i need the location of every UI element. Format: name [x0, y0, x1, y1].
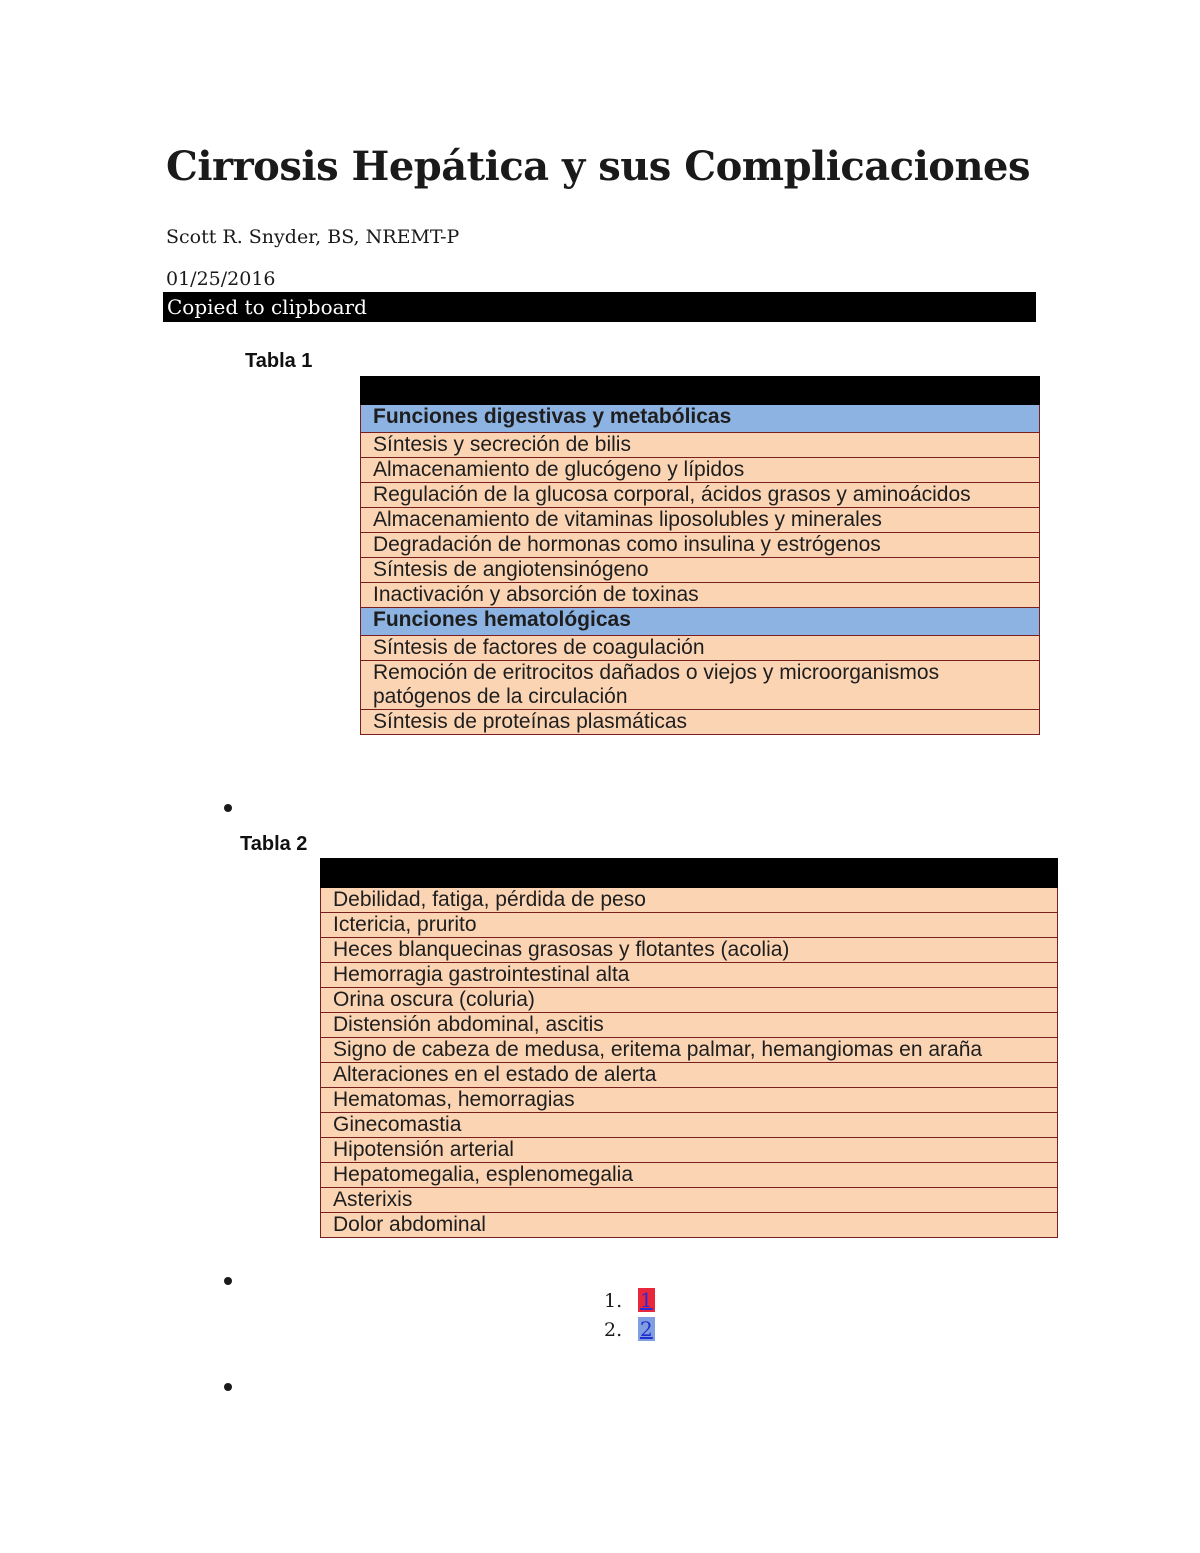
- table-row: [361, 558, 1040, 583]
- table-row: [361, 458, 1040, 483]
- table-row: [361, 636, 1040, 661]
- document-title: Cirrosis Hepática y sus Complicaciones: [166, 143, 1030, 190]
- table-section-row: [361, 608, 1040, 636]
- table-row: [321, 1113, 1058, 1138]
- table-section-row: [361, 405, 1040, 433]
- table-cell: Síntesis y secreción de bilis: [361, 433, 1040, 458]
- table-cell: Remoción de eritrocitos dañados o viejos y microorganismos patógenos de la circulación: [361, 661, 1040, 710]
- footnote-link-1[interactable]: 1: [640, 1288, 653, 1312]
- table-cell: Distensión abdominal, ascitis: [321, 1013, 1058, 1038]
- table-cell: Ginecomastia: [321, 1113, 1058, 1138]
- table-row: [361, 508, 1040, 533]
- section-heading: Funciones digestivas y metabólicas: [361, 405, 1040, 433]
- table-header-row: [321, 859, 1058, 888]
- table-row: [321, 1188, 1058, 1213]
- table-row: [321, 913, 1058, 938]
- author-line: Scott R. Snyder, BS, NREMT-P: [166, 226, 460, 248]
- table-row: [321, 1213, 1058, 1238]
- table-row: [321, 1013, 1058, 1038]
- symptoms-table: [320, 858, 1058, 1238]
- table-cell: Regulación de la glucosa corporal, ácidos grasos y aminoácidos: [361, 483, 1040, 508]
- table-row: [321, 963, 1058, 988]
- footnote-item: [604, 1317, 655, 1341]
- table-row: [361, 710, 1040, 735]
- table-cell: Síntesis de factores de coagulación: [361, 636, 1040, 661]
- table-row: [321, 888, 1058, 913]
- liver-functions-table: [360, 376, 1040, 735]
- table-cell: Inactivación y absorción de toxinas: [361, 583, 1040, 608]
- table-row: [321, 988, 1058, 1013]
- table-cell: Hemorragia gastrointestinal alta: [321, 963, 1058, 988]
- footnote-number: 1.: [604, 1290, 623, 1312]
- clipboard-notice: Copied to clipboard: [163, 292, 1036, 322]
- table-cell: Síntesis de angiotensinógeno: [361, 558, 1040, 583]
- footnote-link-2[interactable]: 2: [640, 1317, 653, 1341]
- footnote-number: 2.: [604, 1319, 623, 1341]
- table-row: [361, 433, 1040, 458]
- table-row: [361, 661, 1040, 710]
- section-heading: Funciones hematológicas: [361, 608, 1040, 636]
- table-row: [361, 583, 1040, 608]
- table-cell: Hematomas, hemorragias: [321, 1088, 1058, 1113]
- list-bullet: [224, 1277, 232, 1285]
- table2-caption: Tabla 2: [240, 833, 308, 855]
- table-row: [321, 1063, 1058, 1088]
- table-cell: Alteraciones en el estado de alerta: [321, 1063, 1058, 1088]
- table-header-row: [361, 377, 1040, 405]
- table-row: [321, 1088, 1058, 1113]
- table-row: [321, 938, 1058, 963]
- footnote-item: [604, 1288, 655, 1312]
- table-cell: Hepatomegalia, esplenomegalia: [321, 1163, 1058, 1188]
- table-cell: Orina oscura (coluria): [321, 988, 1058, 1013]
- table-row: [321, 1038, 1058, 1063]
- table-row: [361, 533, 1040, 558]
- table-cell: Degradación de hormonas como insulina y estrógenos: [361, 533, 1040, 558]
- table-cell: Signo de cabeza de medusa, eritema palmar, hemangiomas en araña: [321, 1038, 1058, 1063]
- table-cell: Síntesis de proteínas plasmáticas: [361, 710, 1040, 735]
- table-cell: Ictericia, prurito: [321, 913, 1058, 938]
- table-cell: Dolor abdominal: [321, 1213, 1058, 1238]
- table-row: [321, 1138, 1058, 1163]
- table-cell: Almacenamiento de vitaminas liposolubles y minerales: [361, 508, 1040, 533]
- table1-caption: Tabla 1: [245, 350, 313, 372]
- table-row: [361, 483, 1040, 508]
- table-cell: Heces blanquecinas grasosas y flotantes (acolia): [321, 938, 1058, 963]
- table-cell: Debilidad, fatiga, pérdida de peso: [321, 888, 1058, 913]
- table-row: [321, 1163, 1058, 1188]
- table-cell: Almacenamiento de glucógeno y lípidos: [361, 458, 1040, 483]
- list-bullet: [224, 804, 232, 812]
- publish-date: 01/25/2016: [166, 268, 276, 290]
- table-cell: Hipotensión arterial: [321, 1138, 1058, 1163]
- list-bullet: [224, 1383, 232, 1391]
- table-cell: Asterixis: [321, 1188, 1058, 1213]
